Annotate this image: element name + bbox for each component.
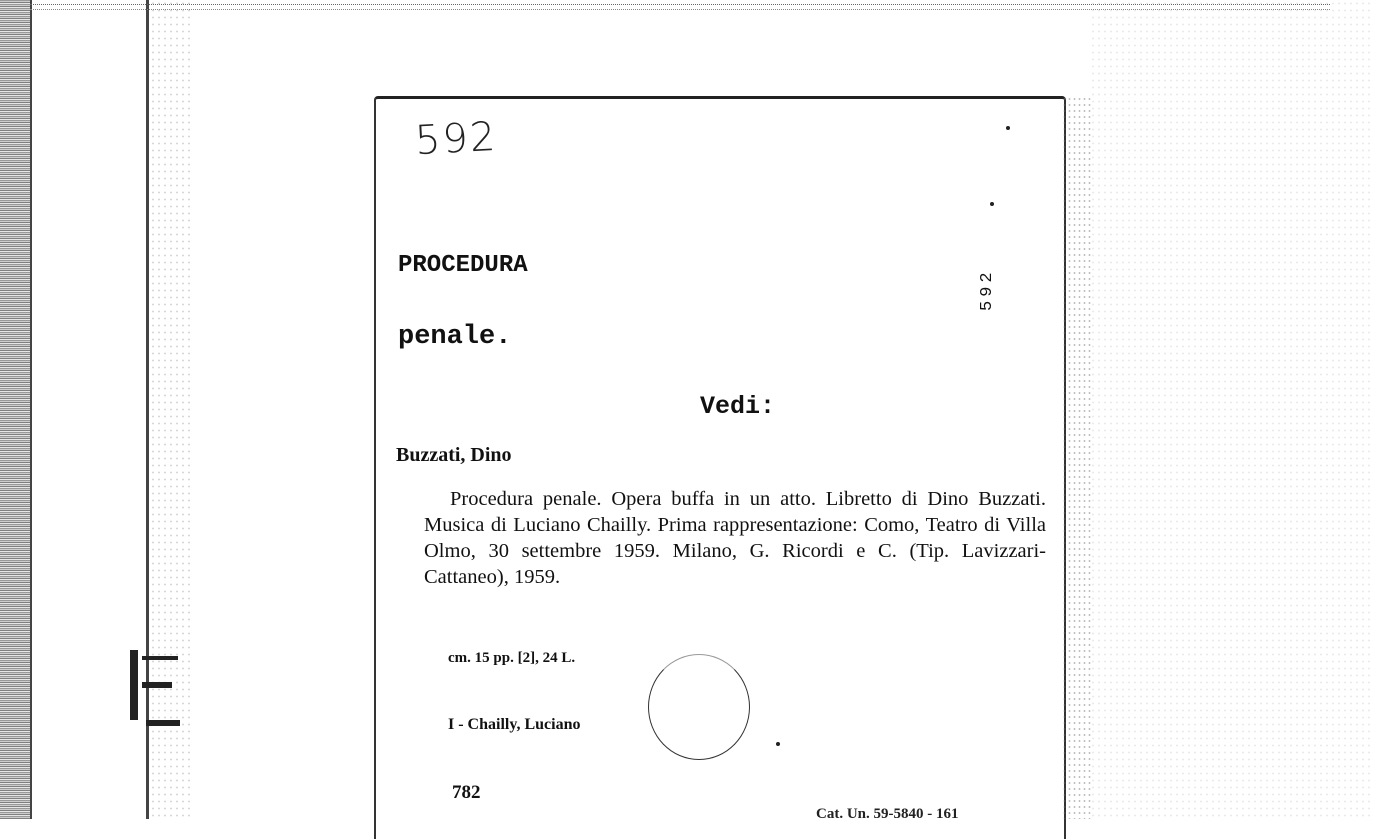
added-entry-tracing: I - Chailly, Luciano	[448, 716, 581, 733]
author-name: Buzzati, Dino	[396, 444, 512, 466]
speck	[990, 202, 994, 206]
card-edge-noise	[1062, 96, 1092, 819]
subject-subheading: penale.	[398, 322, 512, 352]
collation: cm. 15 pp. [2], 24 L.	[448, 650, 576, 666]
subject-heading: PROCEDURA	[398, 252, 528, 279]
handwritten-number: 592	[413, 113, 499, 165]
bibliographic-entry: Procedura penale. Opera buffa in un atto. Libretto di Dino Buzzati. Musica di Luciano Chailly. Prima rappresentazione: Como, Teatro di Villa Olmo, 30 settembre 1959. Milano, G. Ricordi e C. (Tip. Lavizzari-Cattaneo), 1959.	[424, 488, 1046, 588]
class-number: 782	[452, 782, 481, 803]
speck	[1006, 126, 1010, 130]
vertical-number: 592	[978, 268, 997, 312]
see-reference: Vedi:	[700, 392, 776, 421]
speck	[776, 742, 780, 746]
card-footer: Cat. Un. 59-5840 - 161	[816, 806, 959, 822]
punch-hole	[648, 654, 750, 760]
top-rule	[30, 4, 1330, 10]
scan-divider-line	[30, 0, 32, 819]
side-marks	[120, 650, 180, 740]
scan-noise	[1090, 0, 1374, 819]
scan-edge-left	[0, 0, 30, 819]
